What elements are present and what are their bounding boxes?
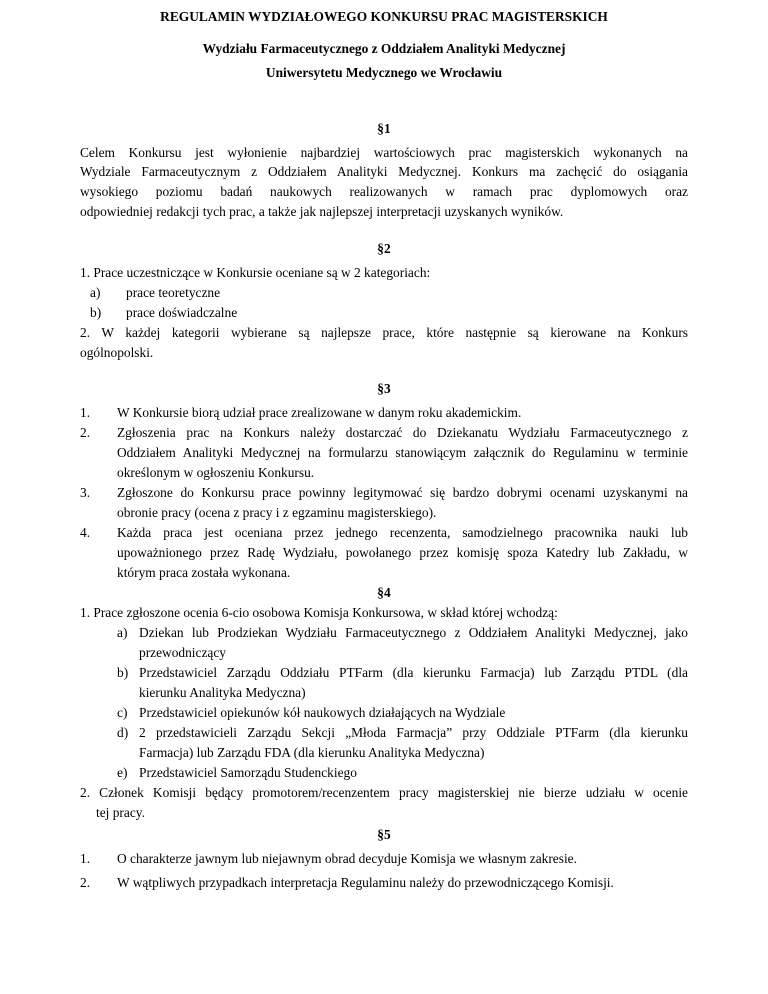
section-5-heading: §5 xyxy=(377,827,391,842)
section-5-item-2: W wątpliwych przypadkach interpretacja Regulaminu należy do przewodniczącego Komisji. xyxy=(117,875,614,890)
section-4-point-1: 1. Prace zgłoszone ocenia 6-cio osobowa Komisja Konkursowa, w skład której wchodzą: xyxy=(80,605,558,620)
section-4-item-b-cont: kierunku Analityka Medyczna) xyxy=(139,685,306,700)
section-1-line: Wydziale Farmaceutycznym z Oddziałem Analityki Medycznej. Konkurs ma zachęcić do osiągania xyxy=(80,164,688,179)
section-3-item-2: Zgłoszenia prac na Konkurs należy dostarczać do Dziekanatu Wydziału Farmaceutycznego z xyxy=(117,425,688,440)
section-4-marker-e: e) xyxy=(117,765,128,780)
document-subtitle-university: Uniwersytetu Medycznego we Wrocławiu xyxy=(265,65,503,80)
section-2-item-b: prace doświadczalne xyxy=(126,305,238,320)
section-2-point-2-cont: ogólnopolski. xyxy=(80,345,154,360)
section-3-marker-2: 2. xyxy=(80,425,91,440)
section-3-item-4: Każda praca jest oceniana przez jednego recenzenta, samodzielnego pracownika nauki lub xyxy=(117,525,688,540)
section-4-item-c: Przedstawiciel opiekunów kół naukowych działających na Wydziale xyxy=(139,705,506,720)
section-4-marker-b: b) xyxy=(117,665,129,680)
section-5-marker-1: 1. xyxy=(80,851,91,866)
section-3-item-3: Zgłoszone do Konkursu prace powinny legitymować się bardzo dobrymi ocenami uzyskanymi na xyxy=(117,485,688,500)
section-4-item-d-cont: Farmacja) lub Zarządu FDA (dla kierunku Analityka Medyczna) xyxy=(139,745,485,760)
section-3-item-3-cont: obronie pracy (ocena z pracy i z egzaminu magisterskiego). xyxy=(117,505,437,520)
section-1-heading: §1 xyxy=(377,121,391,136)
section-4-item-e: Przedstawiciel Samorządu Studenckiego xyxy=(139,765,357,780)
section-5-marker-2: 2. xyxy=(80,875,91,890)
section-2-point-2: 2. W każdej kategorii wybierane są najlepsze prace, które następnie są kierowane na Konkurs xyxy=(80,325,688,340)
section-3-item-2-cont: określonym w ogłoszeniu Konkursu. xyxy=(117,465,315,480)
section-4-heading: §4 xyxy=(377,585,391,600)
section-3-marker-4: 4. xyxy=(80,525,91,540)
section-1-line: Celem Konkursu jest wyłonienie najbardziej wartościowych prac magisterskich wykonanych na xyxy=(80,145,688,160)
section-3-marker-1: 1. xyxy=(80,405,91,420)
section-4-marker-d: d) xyxy=(117,725,129,740)
section-4-marker-a: a) xyxy=(117,625,128,640)
section-3-item-4-cont: upoważnionego przez Radę Wydziału, powołanego przez komisję spoza Katedry lub Zakładu, w xyxy=(117,545,688,560)
section-4-point-2-cont: tej pracy. xyxy=(96,805,145,820)
section-4-point-2: 2. Członek Komisji będący promotorem/recenzentem pracy magisterskiej nie bierze udziału w ocenie xyxy=(80,785,688,800)
section-4-item-a-cont: przewodniczący xyxy=(139,645,226,660)
section-3-item-2-cont: Oddziałem Analityki Medycznej na formularzu stanowiącym załącznik do Regulaminu w terminie xyxy=(117,445,688,460)
section-1-line: odpowiedniej redakcji tych prac, a także jak najlepszej interpretacji uzyskanych wyników. xyxy=(80,204,564,219)
section-3-marker-3: 3. xyxy=(80,485,91,500)
document-subtitle-faculty: Wydziału Farmaceutycznego z Oddziałem Analityki Medycznej xyxy=(202,41,566,56)
section-2-point-1: 1. Prace uczestniczące w Konkursie oceniane są w 2 kategoriach: xyxy=(80,265,431,280)
section-3-heading: §3 xyxy=(377,381,391,396)
section-4-item-b: Przedstawiciel Zarządu Oddziału PTFarm (dla kierunku Farmacja) lub Zarządu PTDL (dla xyxy=(139,665,688,680)
section-2-marker-a: a) xyxy=(90,285,101,300)
section-3-item-4-cont: którym praca została wykonana. xyxy=(117,565,291,580)
section-1-line: wysokiego poziomu badań naukowych realizowanych w ramach prac dyplomowych oraz xyxy=(80,184,688,199)
section-3-item-1: W Konkursie biorą udział prace zrealizowane w danym roku akademickim. xyxy=(117,405,522,420)
section-2-item-a: prace teoretyczne xyxy=(126,285,221,300)
section-5-item-1: O charakterze jawnym lub niejawnym obrad decyduje Komisja we własnym zakresie. xyxy=(117,851,577,866)
section-4-marker-c: c) xyxy=(117,705,128,720)
section-4-item-a: Dziekan lub Prodziekan Wydziału Farmaceutycznego z Oddziałem Analityki Medycznej, jako xyxy=(139,625,688,640)
section-2-marker-b: b) xyxy=(90,305,102,320)
section-4-item-d: 2 przedstawicieli Zarządu Sekcji „Młoda Farmacja” przy Oddziale PTFarm (dla kierunku xyxy=(139,725,688,740)
document-title: REGULAMIN WYDZIAŁOWEGO KONKURSU PRAC MAGISTERSKICH xyxy=(160,9,608,24)
section-2-heading: §2 xyxy=(377,241,391,256)
